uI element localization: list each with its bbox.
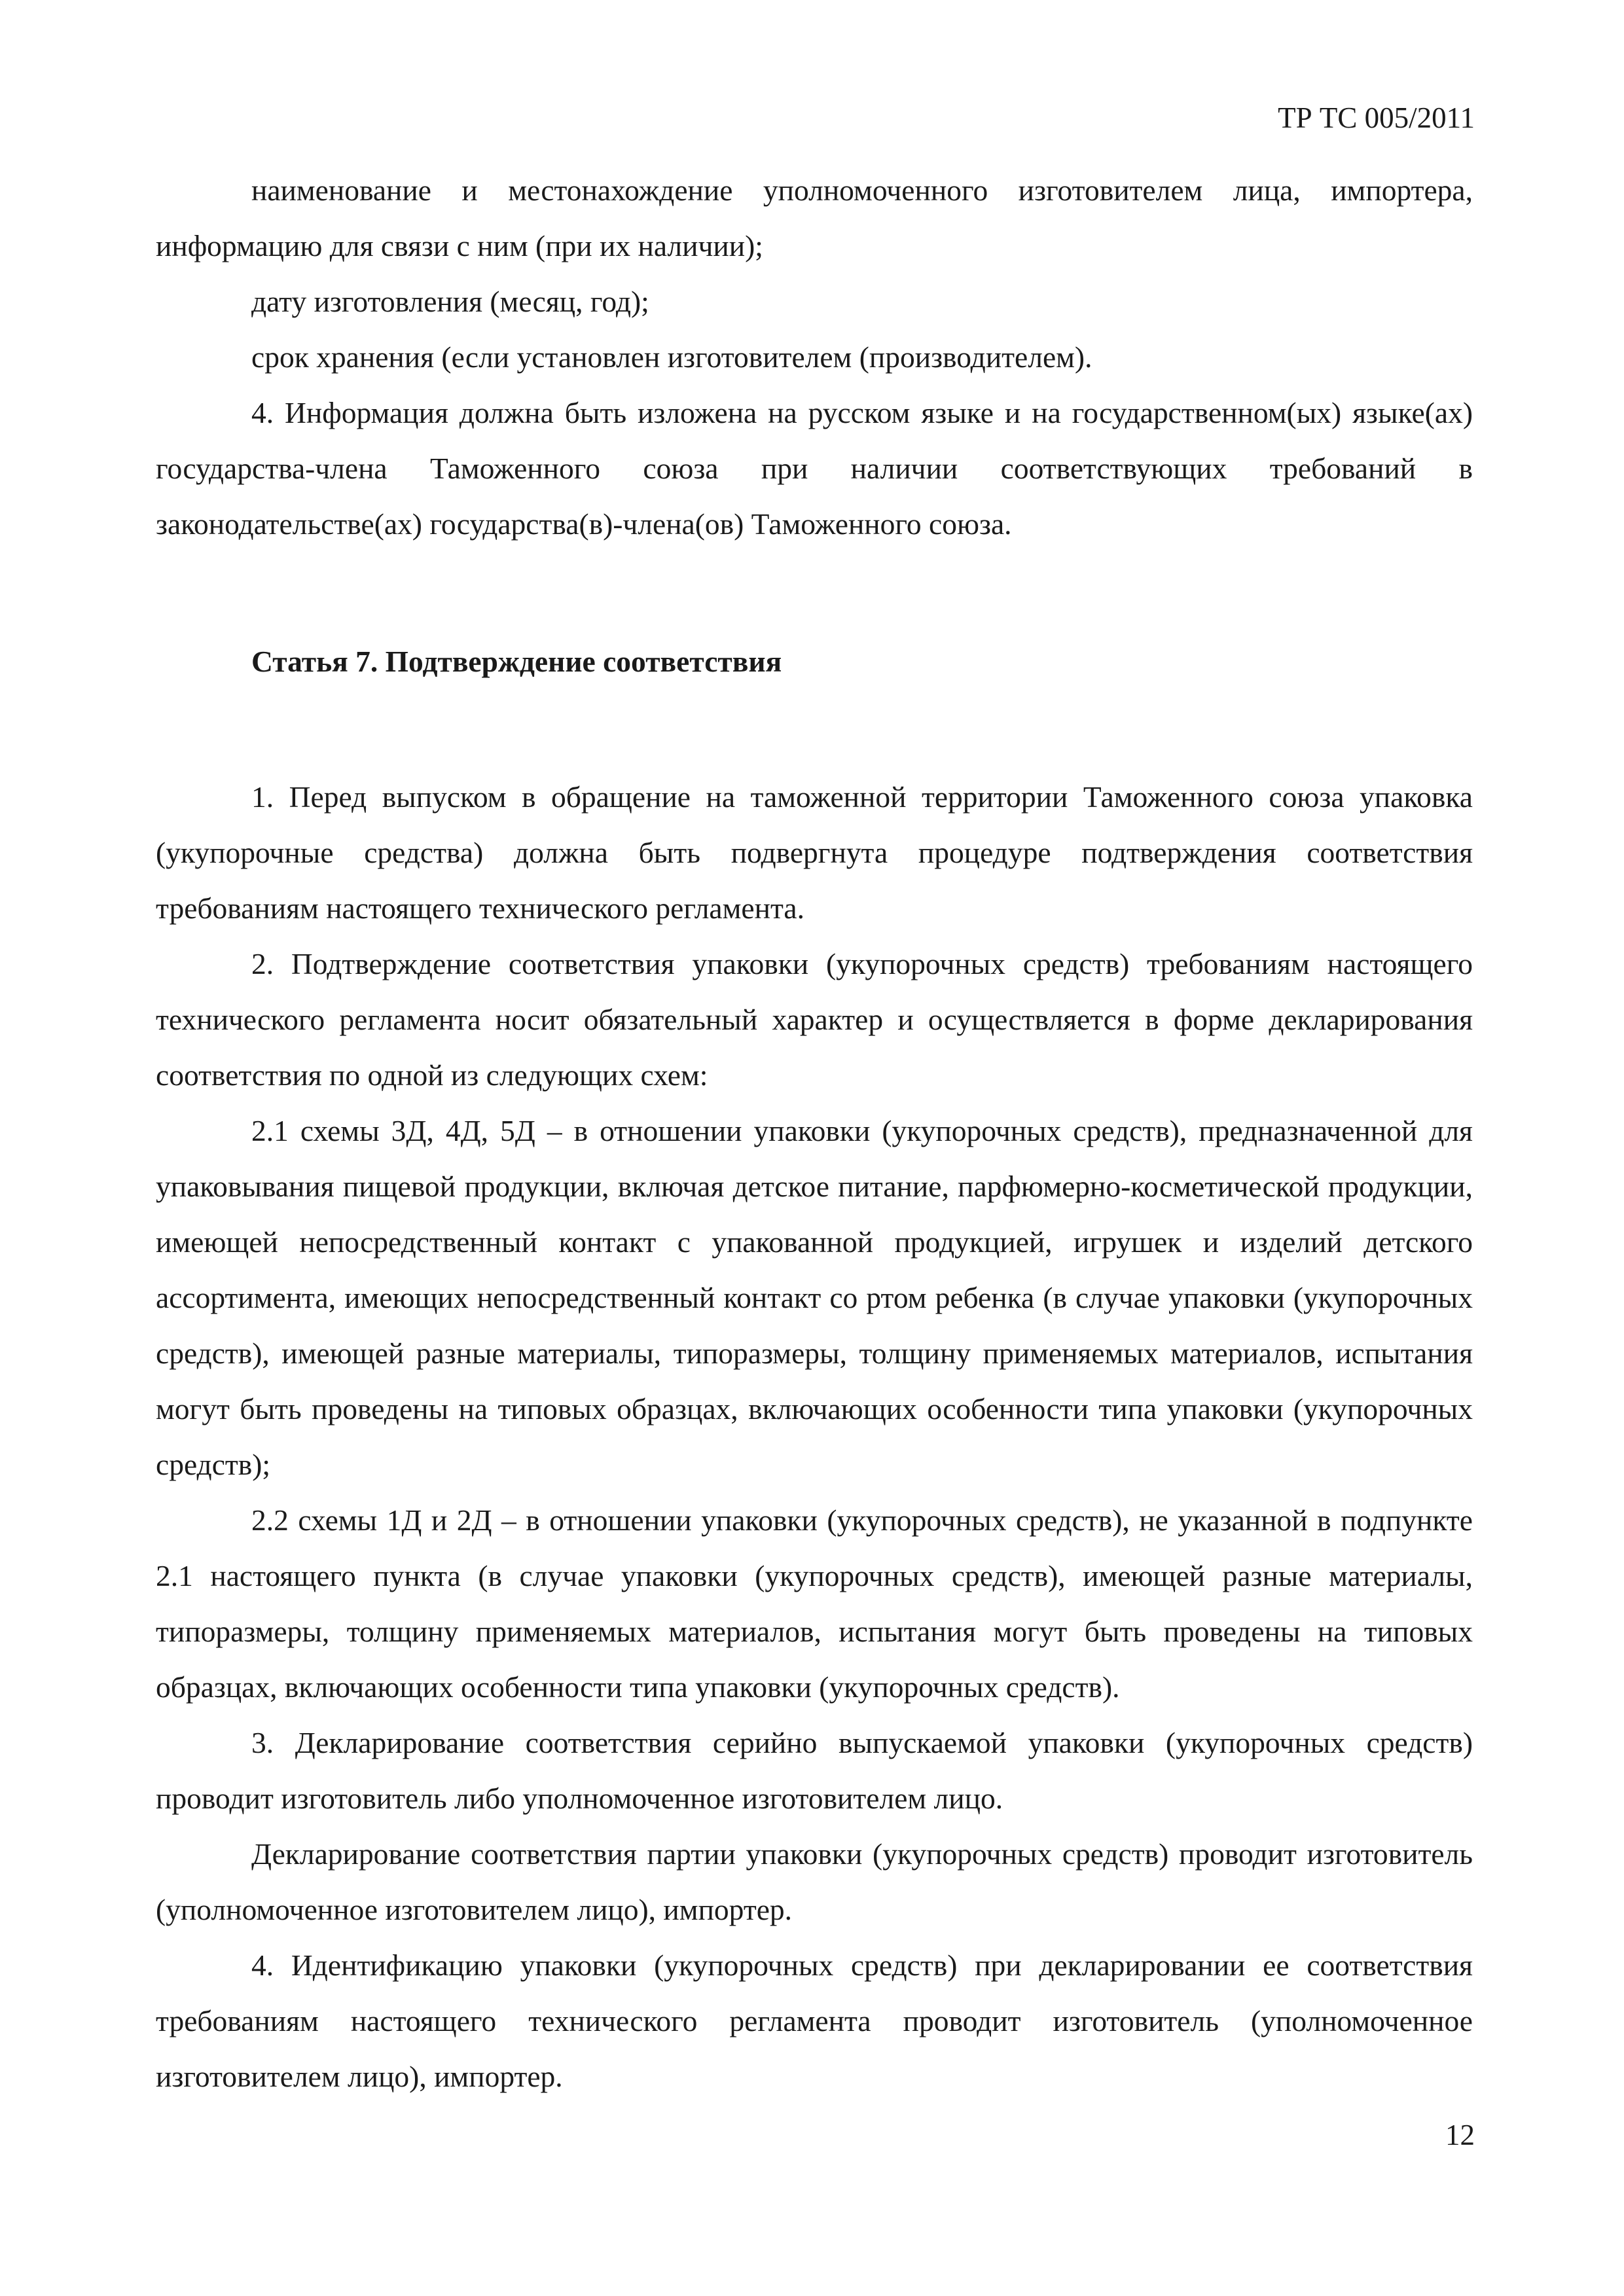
document-code-header: ТР ТС 005/2011 [1278, 101, 1475, 134]
page-number: 12 [1445, 2119, 1475, 2151]
paragraph-item-4: 4. Идентификацию упаковки (укупорочных средств) при декларировании ее соответствия требованиям настоящего технического регламента проводит изготовитель (уполномоченное изготовителем лицо), импортер. [156, 1948, 1473, 2093]
paragraph-language-requirement: 4. Информация должна быть изложена на русском языке и на государственном(ых) языке(ах) государства-члена Таможенного союза при наличии соответствующих требований в законодательстве(ах) государства(в)-члена(ов) Таможенного союза. [156, 396, 1473, 541]
article-heading: Статья 7. Подтверждение соответствия [251, 645, 782, 678]
paragraph-item-1: 1. Перед выпуском в обращение на таможенной территории Таможенного союза упаковка (укупорочные средства) должна быть подвергнута процедуре подтверждения соответствия требованиям настоящего технического регламента. [156, 780, 1473, 925]
paragraph-item-3-batch: Декларирование соответствия партии упаковки (укупорочных средств) проводит изготовитель (уполномоченное изготовителем лицо), импортер. [156, 1837, 1473, 1926]
paragraph-representative-info: наименование и местонахождение уполномоченного изготовителем лица, импортера, информацию для связи с ним (при их наличии); [156, 173, 1473, 262]
paragraph-shelf-life: срок хранения (если установлен изготовителем (производителем). [251, 340, 1092, 374]
paragraph-item-3: 3. Декларирование соответствия серийно выпускаемой упаковки (укупорочных средств) проводит изготовитель либо уполномоченное изготовителем лицо. [156, 1726, 1473, 1815]
paragraph-item-2-2: 2.2 схемы 1Д и 2Д – в отношении упаковки (укупорочных средств), не указанной в подпункте 2.1 настоящего пункта (в случае упаковки (укупорочных средств), имеющей разные материалы, типоразмеры, толщину применяемых материалов, испытания могут быть проведены на типовых образцах, включающих особенности типа упаковки (укупорочных средств). [156, 1503, 1473, 1704]
spacer [156, 552, 1473, 634]
spacer [156, 689, 1473, 769]
paragraph-item-2: 2. Подтверждение соответствия упаковки (укупорочных средств) требованиям настоящего технического регламента носит обязательный характер и осуществляется в форме декларирования соответствия по одной из следующих схем: [156, 947, 1473, 1092]
document-body [156, 162, 1473, 2104]
paragraph-manufacture-date: дату изготовления (месяц, год); [251, 285, 649, 318]
paragraph-item-2-1: 2.1 схемы 3Д, 4Д, 5Д – в отношении упаковки (укупорочных средств), предназначенной для упаковывания пищевой продукции, включая детское питание, парфюмерно-косметической продукции, имеющей непосредственный контакт с упакованной продукцией, игрушек и изделий детского ассортимента, имеющих непосредственный контакт со ртом ребенка (в случае упаковки (укупорочных средств), имеющей разные материалы, типоразмеры, толщину применяемых материалов, испытания могут быть проведены на типовых образцах, включающих особенности типа упаковки (укупорочных средств); [156, 1114, 1473, 1481]
